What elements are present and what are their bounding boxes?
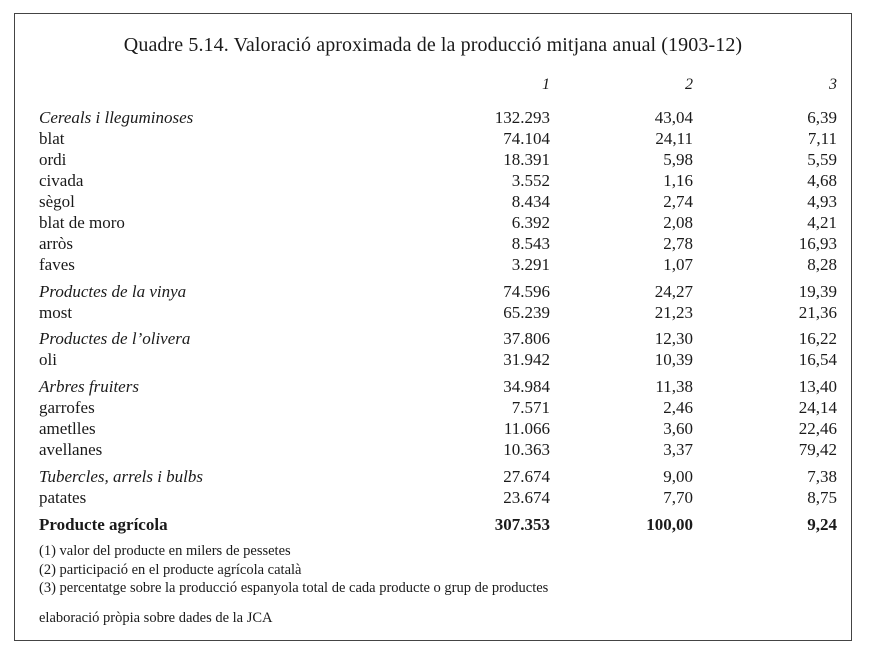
cell-value-2: 2,08 bbox=[663, 213, 693, 232]
cell-value-3: 16,54 bbox=[798, 350, 837, 369]
cell-value-3: 19,39 bbox=[798, 282, 837, 301]
cell-value-2: 1,07 bbox=[663, 255, 693, 274]
cell-value-2: 2,46 bbox=[663, 398, 693, 417]
cell-value-2: 24,11 bbox=[655, 129, 693, 148]
row-label: arròs bbox=[39, 234, 73, 253]
cell-value-3: 21,36 bbox=[798, 303, 837, 322]
cell-value-1: 10.363 bbox=[503, 440, 550, 459]
cell-value-2: 3,37 bbox=[663, 440, 693, 459]
cell-value-2: 43,04 bbox=[654, 108, 693, 127]
cell-value-3: 8,28 bbox=[807, 255, 837, 274]
cell-value-2: 12,30 bbox=[654, 329, 693, 348]
table-row bbox=[15, 128, 851, 149]
cell-value-1: 132.293 bbox=[494, 108, 550, 127]
cell-value-1: 74.104 bbox=[503, 129, 550, 148]
cell-value-1: 74.596 bbox=[503, 282, 550, 301]
row-label: blat de moro bbox=[39, 213, 125, 232]
column-header-1: 1 bbox=[542, 76, 550, 93]
cell-value-3: 4,21 bbox=[807, 213, 837, 232]
column-header-3: 3 bbox=[829, 76, 837, 93]
cell-value-1: 34.984 bbox=[503, 377, 550, 396]
cell-value-3: 4,93 bbox=[807, 192, 837, 211]
row-label: most bbox=[39, 303, 73, 322]
row-label: Tubercles, arrels i bulbs bbox=[39, 467, 204, 486]
row-label: ordi bbox=[39, 150, 67, 169]
table-row bbox=[15, 487, 851, 508]
cell-value-2: 100,00 bbox=[646, 515, 693, 534]
cell-value-3: 24,14 bbox=[798, 398, 837, 417]
cell-value-2: 9,00 bbox=[663, 467, 693, 486]
table-frame bbox=[14, 13, 852, 641]
row-label: Productes de la vinya bbox=[39, 282, 187, 301]
row-label: faves bbox=[39, 255, 75, 274]
cell-value-3: 4,68 bbox=[807, 171, 837, 190]
group-row bbox=[15, 281, 851, 302]
group-row bbox=[15, 466, 851, 487]
cell-value-1: 18.391 bbox=[503, 150, 550, 169]
cell-value-1: 3.552 bbox=[511, 171, 550, 190]
footnote-3: (3) percentatge sobre la producció espanyola total de cada producte o grup de productes bbox=[39, 580, 549, 596]
group-row bbox=[15, 376, 851, 397]
table-row bbox=[15, 439, 851, 460]
group-row bbox=[15, 107, 851, 128]
cell-value-1: 65.239 bbox=[503, 303, 550, 322]
cell-value-3: 9,24 bbox=[807, 515, 837, 534]
cell-value-2: 7,70 bbox=[663, 488, 693, 507]
row-label: oli bbox=[39, 350, 57, 369]
total-row bbox=[15, 514, 851, 535]
table-row bbox=[15, 212, 851, 233]
group-row bbox=[15, 328, 851, 349]
cell-value-3: 79,42 bbox=[798, 440, 837, 459]
cell-value-3: 6,39 bbox=[807, 108, 837, 127]
row-label: Producte agrícola bbox=[39, 515, 168, 534]
cell-value-1: 3.291 bbox=[511, 255, 550, 274]
table-row bbox=[15, 233, 851, 254]
table-row bbox=[15, 170, 851, 191]
cell-value-1: 8.434 bbox=[511, 192, 550, 211]
cell-value-1: 7.571 bbox=[511, 398, 550, 417]
table-row bbox=[15, 349, 851, 370]
row-label: blat bbox=[39, 129, 65, 148]
row-label: Arbres fruiters bbox=[39, 377, 139, 396]
cell-value-3: 5,59 bbox=[807, 150, 837, 169]
table-row bbox=[15, 302, 851, 323]
table-row bbox=[15, 149, 851, 170]
cell-value-3: 13,40 bbox=[798, 377, 837, 396]
footnote-2: (2) participació en el producte agrícola català bbox=[39, 561, 302, 578]
cell-value-3: 8,75 bbox=[807, 488, 837, 507]
cell-value-3: 22,46 bbox=[798, 419, 837, 438]
cell-value-2: 5,98 bbox=[663, 150, 693, 169]
source-note: elaboració pròpia sobre dades de la JCA bbox=[39, 610, 273, 626]
row-label: avellanes bbox=[39, 440, 103, 459]
cell-value-1: 37.806 bbox=[503, 329, 550, 348]
cell-value-3: 7,38 bbox=[807, 467, 837, 486]
table-row bbox=[15, 418, 851, 439]
cell-value-1: 8.543 bbox=[511, 234, 550, 253]
row-label: patates bbox=[39, 488, 87, 507]
footnote-1: (1) valor del producte en milers de pessetes bbox=[39, 543, 291, 559]
cell-value-2: 11,38 bbox=[655, 377, 693, 396]
row-label: ametlles bbox=[39, 419, 96, 438]
table-row bbox=[15, 191, 851, 212]
row-label: sègol bbox=[39, 192, 75, 211]
cell-value-2: 2,74 bbox=[663, 192, 693, 211]
cell-value-3: 16,93 bbox=[798, 234, 837, 253]
cell-value-2: 24,27 bbox=[654, 282, 693, 301]
cell-value-2: 10,39 bbox=[654, 350, 693, 369]
table-row bbox=[15, 397, 851, 418]
footnotes bbox=[39, 542, 548, 598]
cell-value-1: 27.674 bbox=[503, 467, 550, 486]
cell-value-3: 7,11 bbox=[807, 129, 837, 148]
cell-value-2: 3,60 bbox=[663, 419, 693, 438]
cell-value-2: 21,23 bbox=[654, 303, 693, 322]
column-header-2: 2 bbox=[685, 76, 693, 93]
cell-value-3: 16,22 bbox=[798, 329, 837, 348]
cell-value-1: 307.353 bbox=[494, 515, 550, 534]
row-label: Cereals i lleguminoses bbox=[39, 108, 194, 127]
cell-value-1: 31.942 bbox=[503, 350, 550, 369]
cell-value-1: 6.392 bbox=[511, 213, 550, 232]
cell-value-2: 2,78 bbox=[663, 234, 693, 253]
cell-value-1: 23.674 bbox=[503, 488, 550, 507]
table-title: Quadre 5.14. Valoració aproximada de la producció mitjana anual (1903-12) bbox=[123, 34, 743, 56]
cell-value-2: 1,16 bbox=[663, 171, 693, 190]
table-row bbox=[15, 254, 851, 275]
row-label: garrofes bbox=[39, 398, 95, 417]
cell-value-1: 11.066 bbox=[503, 419, 550, 438]
row-label: Productes de l’olivera bbox=[39, 329, 191, 348]
row-label: civada bbox=[39, 171, 84, 190]
